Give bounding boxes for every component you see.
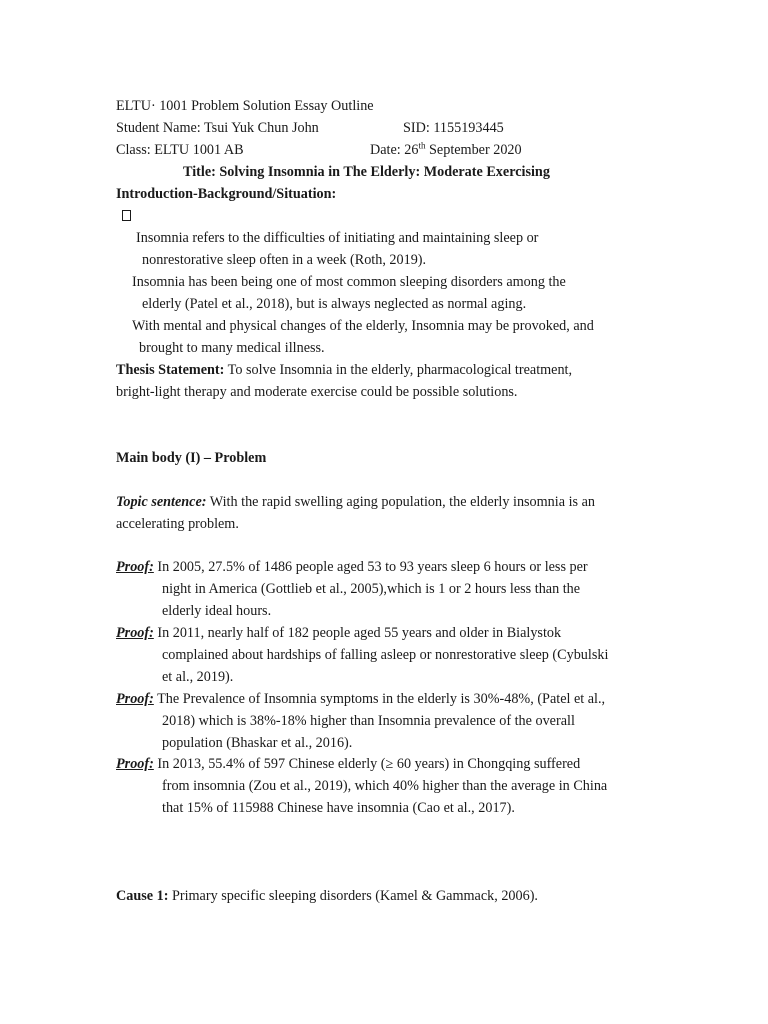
proof-1-line-3: elderly ideal hours. (162, 603, 272, 619)
proof-1-line-2: night in America (Gottlieb et al., 2005),which is 1 or 2 hours less than the (162, 581, 581, 597)
body1-heading: Main body (I) – Problem (116, 450, 267, 466)
intro-bullet-1-line-1: Insomnia refers to the difficulties of initiating and maintaining sleep or (136, 230, 539, 246)
topic-sentence-line-2: accelerating problem. (116, 516, 239, 532)
intro-bullet-1-line-2: nonrestorative sleep often in a week (Roth, 2019). (142, 252, 427, 268)
proof-3-line-3: population (Bhaskar et al., 2016). (162, 735, 353, 751)
intro-bullet-3-line-2: brought to many medical illness. (139, 340, 325, 356)
thesis-line-2: bright-light therapy and moderate exercise could be possible solutions. (116, 384, 518, 400)
proof-2-line-3: et al., 2019). (162, 669, 234, 685)
proof-4-line-1: Proof: In 2013, 55.4% of 597 Chinese elderly (≥ 60 years) in Chongqing suffered (116, 756, 581, 772)
proof-2-line-1: Proof: In 2011, nearly half of 182 people aged 55 years and older in Bialystok (116, 625, 562, 641)
intro-bullet-3-line-1: With mental and physical changes of the elderly, Insomnia may be provoked, and (132, 318, 594, 334)
proof-4-line-2: from insomnia (Zou et al., 2019), which 40% higher than the average in China (162, 778, 608, 794)
topic-sentence-line-1: Topic sentence: With the rapid swelling aging population, the elderly insomnia is an (116, 494, 595, 510)
proof-2-line-2: complained about hardships of falling asleep or nonrestorative sleep (Cybulski (162, 647, 609, 663)
essay-title: Title: Solving Insomnia in The Elderly: Moderate Exercising (183, 164, 550, 180)
proof-1-line-1: Proof: In 2005, 27.5% of 1486 people aged 53 to 93 years sleep 6 hours or less per (116, 559, 588, 575)
intro-bullet-2-line-2: elderly (Patel et al., 2018), but is always neglected as normal aging. (142, 296, 527, 312)
proof-3-line-1: Proof: The Prevalence of Insomnia symptoms in the elderly is 30%-48%, (Patel et al., (116, 691, 606, 707)
thesis-line-1: Thesis Statement: To solve Insomnia in the elderly, pharmacological treatment, (116, 362, 573, 378)
proof-4-line-3: that 15% of 115988 Chinese have insomnia (Cao et al., 2017). (162, 800, 515, 816)
class-line: Class: ELTU 1001 AB (116, 142, 244, 158)
course-line: ELTU· 1001 Problem Solution Essay Outline (116, 98, 374, 114)
date-line: Date: 26th September 2020 (370, 140, 522, 158)
proof-3-line-2: 2018) which is 38%-18% higher than Insomnia prevalence of the overall (162, 713, 575, 729)
cause-1-line: Cause 1: Primary specific sleeping disorders (Kamel & Gammack, 2006). (116, 888, 538, 904)
student-name: Student Name: Tsui Yuk Chun John (116, 120, 319, 136)
intro-bullet-2-line-1: Insomnia has been being one of most common sleeping disorders among the (132, 274, 566, 290)
student-id: SID: 1155193445 (403, 120, 504, 136)
intro-heading: Introduction-Background/Situation: (116, 186, 337, 202)
missing-glyph-icon (122, 208, 131, 225)
